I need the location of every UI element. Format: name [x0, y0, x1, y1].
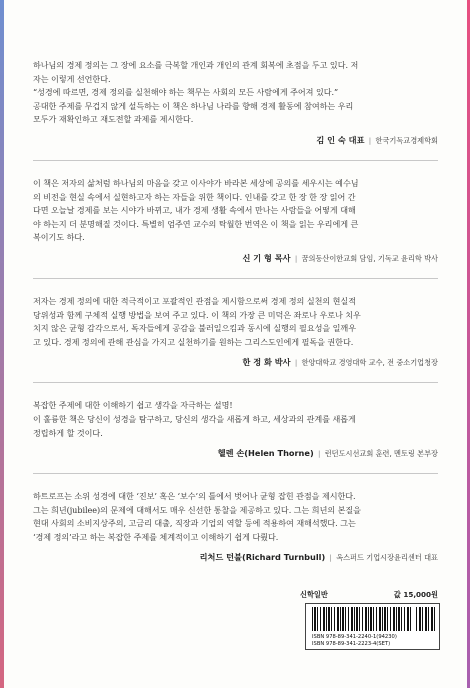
barcode-icon [312, 607, 412, 631]
divider [33, 278, 438, 279]
blurb-5-credit [33, 552, 438, 563]
book-category: 신학일반 [300, 590, 328, 599]
credit-separator: | [294, 253, 298, 263]
endorsements [33, 59, 438, 563]
endorser-role: 옥스퍼드 기업시장윤리센터 대표 [336, 553, 438, 563]
blurb-2-credit [33, 253, 438, 264]
blurb-1-text: 하나님의 경제 정의는 그 장에 요소를 극복할 개인과 개인의 관계 회복에 초점을 두고 있다. 저 자는 이렇게 선언한다. “성경에 따르면, 경제 정의를 실천해야 하는 책무는 사회의 모든 사람에게 주어져 있다.” 공대한 주제를 무겁지 않게 설득하는 이 책은 하나님 나라를 향해 경제 활동에 참여하는 우리 모두가 재확인하고 재도전할 과제를 제시한다. [33, 60, 359, 125]
blurb-2-text: 이 책은 저자의 삶처럼 하나님의 마음을 갖고 이사야가 바라본 세상에 공의를 세우시는 예수님 의 비전을 현실 속에서 실현하고자 하는 자들을 위한 책이다. 인내를 갖고 한 장 한 장 읽어 간 다면 오늘날 경제를 보는 시야가 바뀌고, 내가 경제 생활 속에서 만나는 사람들을 어떻게 대해 야 하는지 더 분명해질 것이다. 특별히 엄주연 교수의 탁월한 번역은 이 책을 읽는 우리에게 큰 복이기도 하다. [33, 177, 359, 243]
book-price: 값 15,000원 [393, 590, 438, 599]
isbn-volume: ISBN 978-89-341-2240-1(94230) [312, 634, 397, 640]
credit-separator: | [329, 553, 332, 563]
left-color-edge [0, 0, 4, 688]
endorser-role: 한양대학교 경영대학 교수, 전 중소기업청장 [301, 358, 438, 368]
barcode-addon-icon [416, 607, 436, 631]
endorser-role: 한국기독교경제학회 [375, 135, 438, 145]
endorser-name: 한 정 화 박사 [242, 357, 291, 368]
endorser-role: 런던도시선교회 훈련, 멘토링 본부장 [324, 449, 438, 459]
blurb-3-text: 저자는 경제 정의에 대한 적극적이고 포괄적인 관점을 제시함으로써 경제 정의 실천의 현실적 당위성과 함께 구체적 실행 방법을 보여 주고 있다. 이 책의 가장 큰 미덕은 좌로나 우로나 치우 치지 않은 균형 감각으로서, 독자들에게 공감을 불러일으킴과 동시에 실행의 필요성을 일깨우 고 있다. 경제 정의에 관해 관심을 가지고 실천하기를 원하는 그리스도인에게 필독을 권한다. [33, 295, 361, 347]
endorser-name: 신 기 형 목사 [242, 252, 291, 263]
blurb-3-credit [33, 357, 438, 368]
blurb-4-text: 복잡한 주제에 대한 이해하기 쉽고 생각을 자극하는 설명! 이 훌륭한 책은 당신이 성경을 탐구하고, 당신의 생각을 새롭게 하고, 세상과의 관계를 새롭게 정립하게 할 것이다. [33, 400, 356, 438]
blurb-1-credit [33, 135, 438, 146]
endorser-role: 꿈의동산이한교회 담임, 기독교 윤리학 박사 [301, 253, 438, 263]
credit-separator: | [317, 449, 321, 459]
credit-separator: | [368, 135, 372, 145]
isbn-set: ISBN 978-89-341-2223-4(SET) [312, 641, 391, 647]
divider [33, 382, 438, 383]
isbn-barcode-panel [305, 603, 440, 650]
price-line [300, 590, 438, 600]
endorser-name: 리처드 턴불(Richard Turnbull) [199, 552, 326, 563]
divider [33, 160, 438, 161]
endorser-name: 김 인 숙 대표 [316, 134, 365, 145]
divider [33, 473, 438, 474]
endorser-name: 헬렌 손(Helen Thorne) [217, 448, 314, 459]
blurb-5-text: 하트로프는 소위 성경에 대한 ‘진보’ 혹은 ‘보수’의 틀에서 벗어나 균형 잡힌 관점을 제시한다. 그는 희년(jubilee)의 문제에 대해서도 매우 신선한 통찰을 제공하고 있다. 그는 희년의 본질을 현대 사회의 소비지상주의, 고금리 대출, 직장과 기업의 역할 등에 적용하여 재해석했다. 그는 ‘경제 정의’라고 하는 복잡한 주제를 체계적이고 이해하기 쉽게 다뤘다. [33, 491, 361, 542]
blurb-4-credit [33, 448, 438, 459]
credit-separator: | [294, 358, 298, 368]
